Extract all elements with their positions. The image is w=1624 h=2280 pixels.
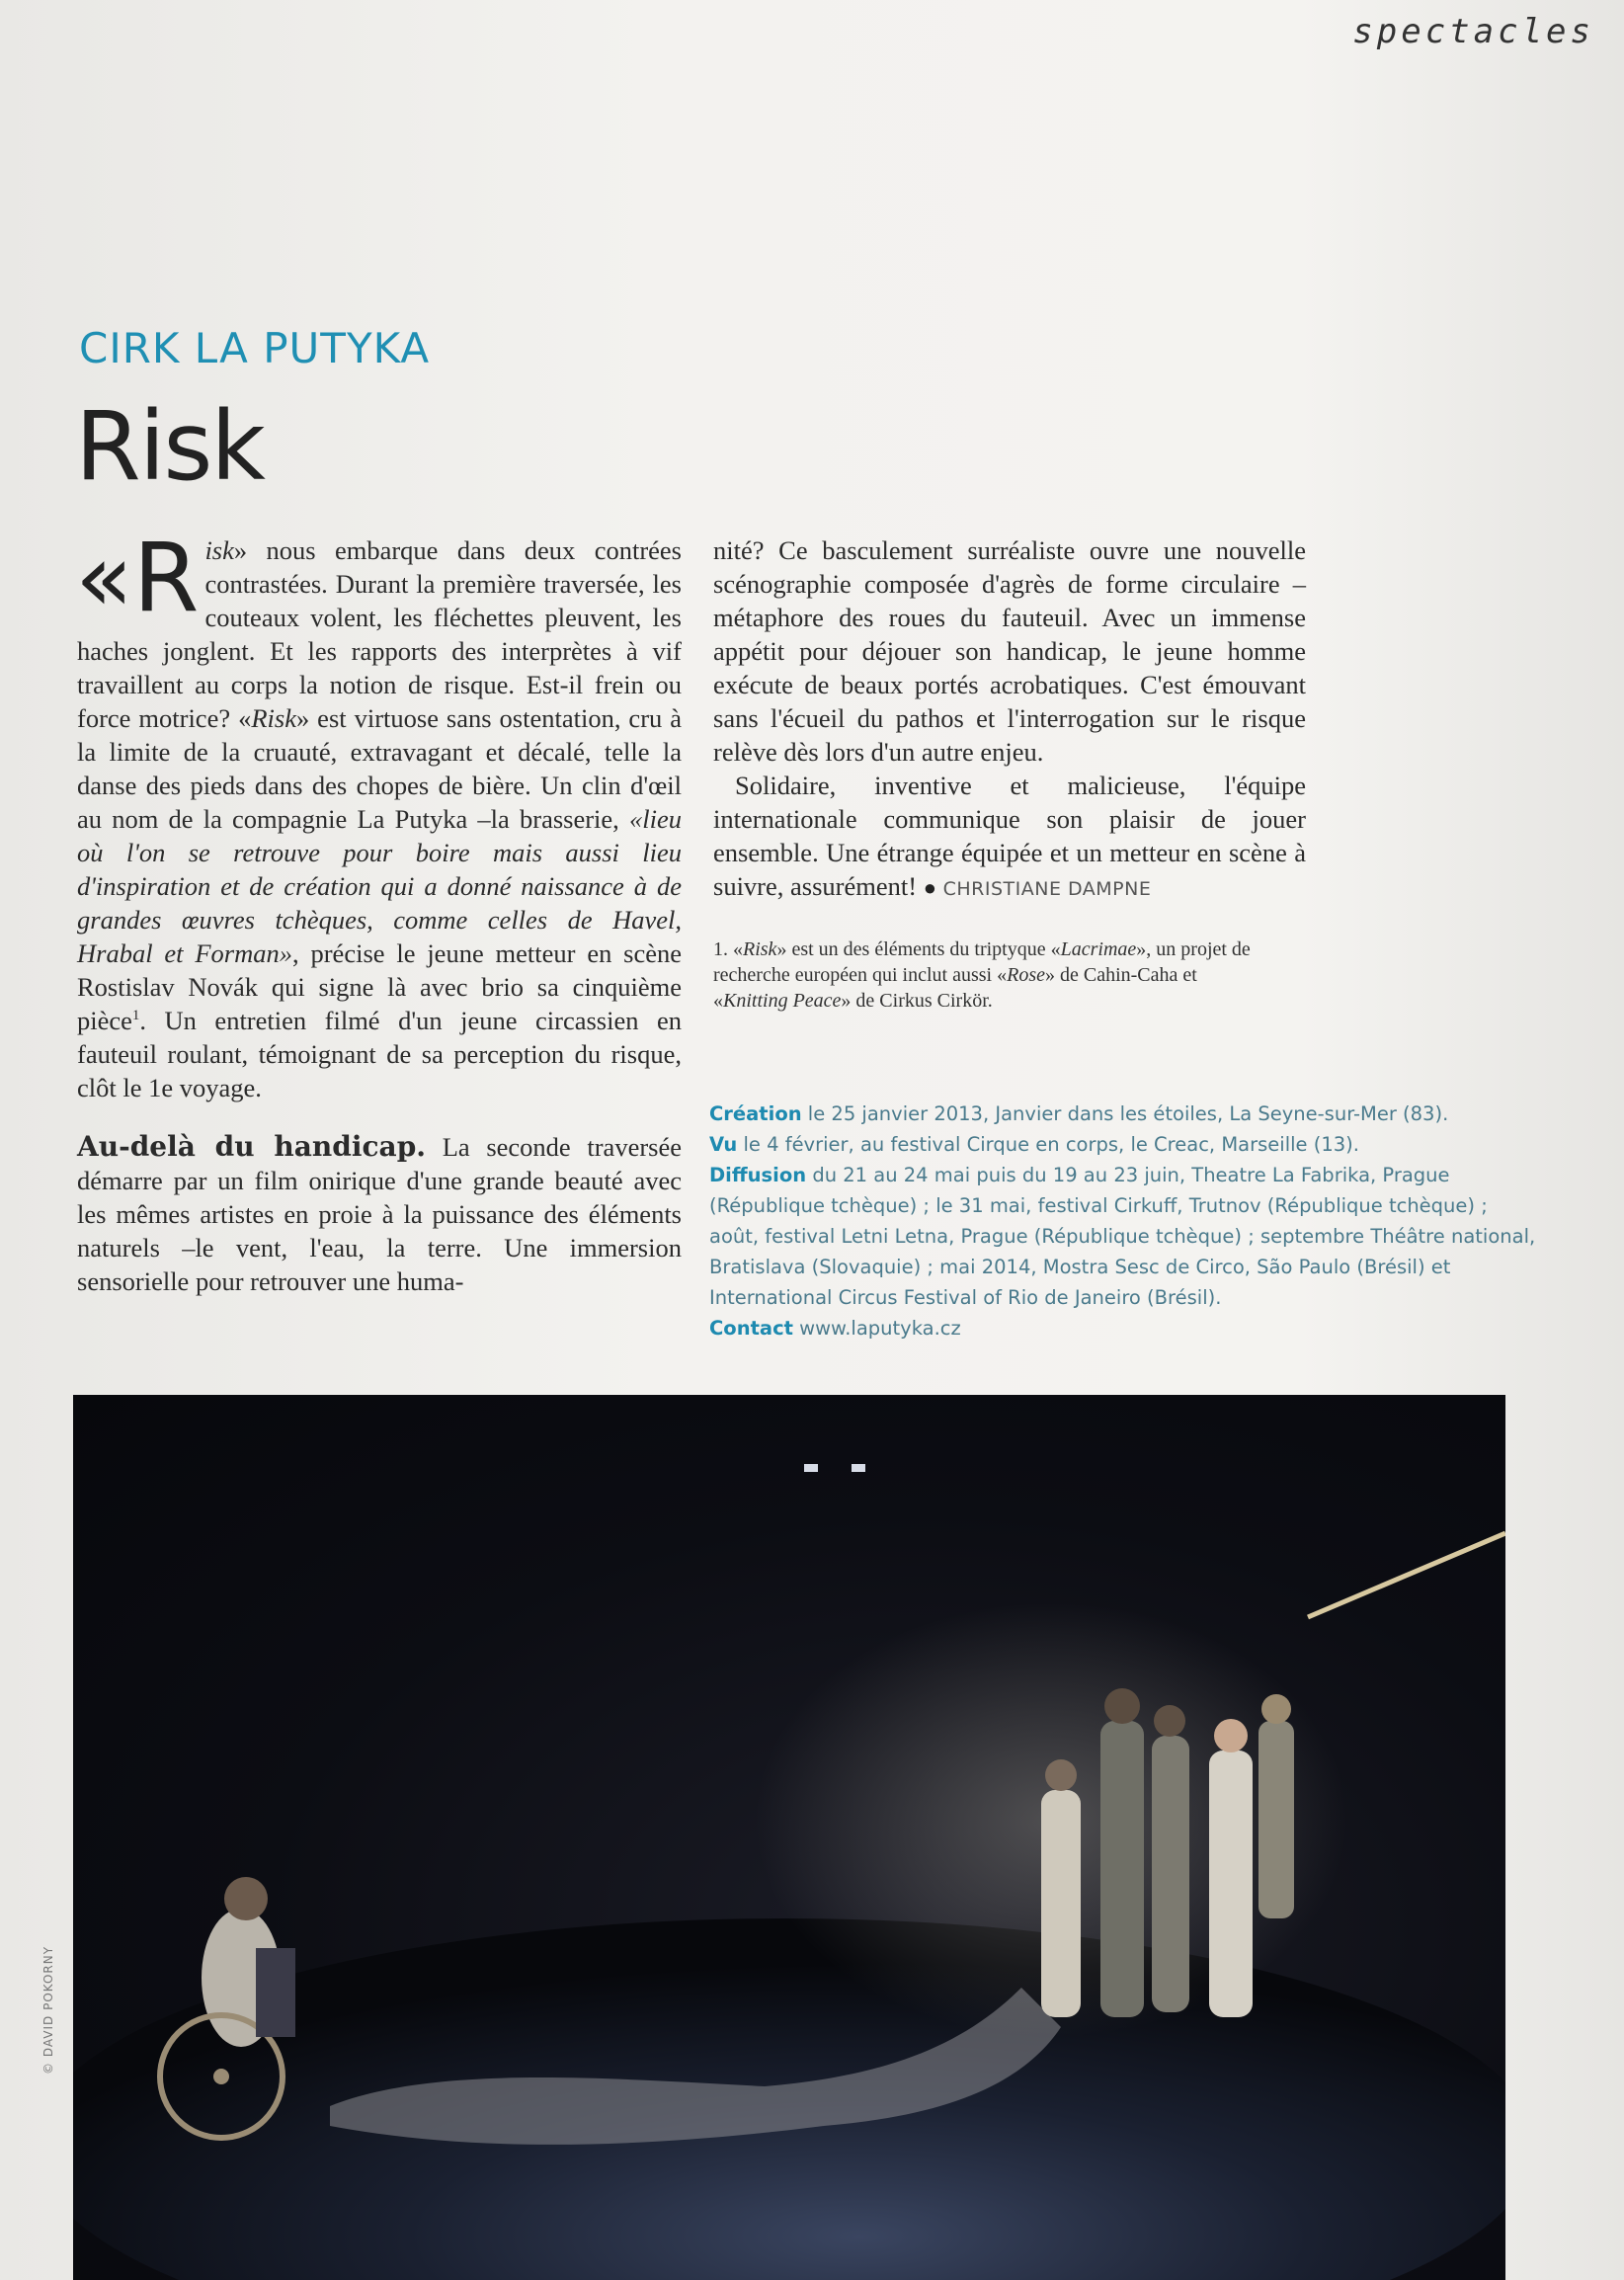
right-paragraph-1: nité? Ce basculement surréaliste ouvre une nouvelle scénographie composée d'agrès de forme circulaire –métaphore des roues du fauteuil. Avec un immense appétit pour déjouer son handicap, le jeune homme exécute de beaux portés acrobatiques. C'est émouvant sans l'écueil du pathos et l'interrogation sur le risque relève dès lors d'un autre enjeu. (713, 535, 1306, 767)
intro-run: isk (204, 535, 234, 565)
info-key: Création (709, 1102, 802, 1125)
ceiling-light (852, 1464, 865, 1472)
intro-run: «lieu où l'on se retrouve pour boire mais aussi lieu d'inspiration et de création qui a donné naissance à de grandes œuvres tchèques, comme celles de Havel, Hrabal et Forman» (77, 804, 682, 968)
info-key: Diffusion (709, 1164, 807, 1186)
info-text: du 21 au 24 mai puis du 19 au 23 juin, Theatre La Fabrika, Prague (République tchèque) ; le 31 mai, festival Cirkuff, Trutnov (République tchèque) ; août, festival Letni Letna, Prague (République tchèque) ; septembre Théâtre national, Bratislava (Slovaquie) ; mai 2014, Mostra Sesc de Circo, São Paulo (Brésil) et International Circus Festival of Rio de Janeiro (Brésil). (709, 1164, 1536, 1309)
footnote-run: », un projet de recherche européen qui inclut aussi « (713, 938, 1251, 986)
footnote-run: Rose (1007, 964, 1045, 986)
stage-scene (73, 1395, 1505, 2280)
article-column-right (713, 533, 1306, 906)
footnote-run: Knitting Peace (723, 990, 842, 1012)
footnote-run: 1. « (713, 938, 743, 960)
stage-photo (73, 1395, 1505, 2280)
footnote-run: Risk (743, 938, 777, 960)
production-info (709, 1099, 1539, 1344)
info-line (709, 1313, 1539, 1344)
author-name: CHRISTIANE DAMPNE (942, 878, 1152, 900)
intro-run: » est virtuose sans ostentation, cru à la limite de la cruauté, extravagant et décalé, telle la danse des pieds dans des chopes de bière. Un clin d'œil au nom de la compagnie La Putyka –la brasserie, (77, 703, 682, 834)
intro-run: . Un entretien filmé d'un jeune circassien en fauteuil roulant, témoignant de sa perception du risque, clôt le 1e voyage. (77, 1006, 682, 1102)
footnote-text (713, 936, 1266, 1014)
intro-run: , précise le jeune metteur en scène Rostislav Novák qui signe là avec brio sa cinquième pièce (77, 938, 683, 1035)
footnote-run: » de Cirkus Cirkör. (841, 990, 993, 1012)
subhead-text: La seconde traversée démarre par un film onirique d'une grande beauté avec les mêmes artistes en proie à la puissance des éléments naturels –le vent, l'eau, la terre. Une immersion sensorielle pour retrouver une huma- (77, 1132, 682, 1296)
footnote-run: Lacrimae (1060, 938, 1137, 960)
info-text: le 25 janvier 2013, Janvier dans les étoiles, La Seyne-sur-Mer (83). (801, 1102, 1449, 1125)
intro-run: » nous embarque dans deux contrées contrastées. Durant la première traversée, les couteaux volent, les fléchettes pleuvent, les haches jonglent. Et les rapports des interprètes à vif travaillent au corps la notion de risque. Est-il frein ou force motrice? « (77, 535, 682, 733)
info-line (709, 1160, 1539, 1313)
right-paragraph-2 (713, 769, 1306, 906)
info-line (709, 1099, 1539, 1129)
intro-run: 1 (131, 1008, 140, 1024)
performer-group (755, 1602, 1347, 2037)
info-text: le 4 février, au festival Cirque en corps, le Creac, Marseille (13). (737, 1133, 1359, 1156)
intro-paragraph (75, 523, 683, 1104)
info-text[interactable]: www.laputyka.cz (792, 1317, 961, 1340)
footnote-run: » est un des éléments du triptyque « (776, 938, 1061, 960)
light-beam (1308, 1533, 1505, 1617)
subhead-paragraph (77, 1130, 682, 1298)
photo-credit: © DAVID POKORNY (41, 1945, 55, 2075)
article-title: Risk (75, 391, 264, 502)
footnote (713, 936, 1266, 1014)
right-paragraph-2-text: Solidaire, inventive et malicieuse, l'équipe internationale communique son plaisir de jouer ensemble. Une étrange équipée et un metteur en scène à suivre, assurément! (713, 771, 1306, 901)
ceiling-light (804, 1464, 818, 1472)
subhead: Au-delà du handicap. (77, 1130, 427, 1163)
company-name: CIRK LA PUTYKA (79, 324, 431, 372)
info-key: Contact (709, 1317, 793, 1340)
footnote-run: » de Cahin-Caha et « (713, 964, 1197, 1012)
info-key: Vu (709, 1133, 738, 1156)
article-column-left (75, 523, 683, 1298)
section-label: spectacles (1352, 12, 1594, 51)
drop-cap: «R (75, 523, 200, 633)
intro-run: Risk (251, 703, 296, 733)
end-bullet: ● (923, 875, 936, 900)
info-line (709, 1129, 1539, 1160)
